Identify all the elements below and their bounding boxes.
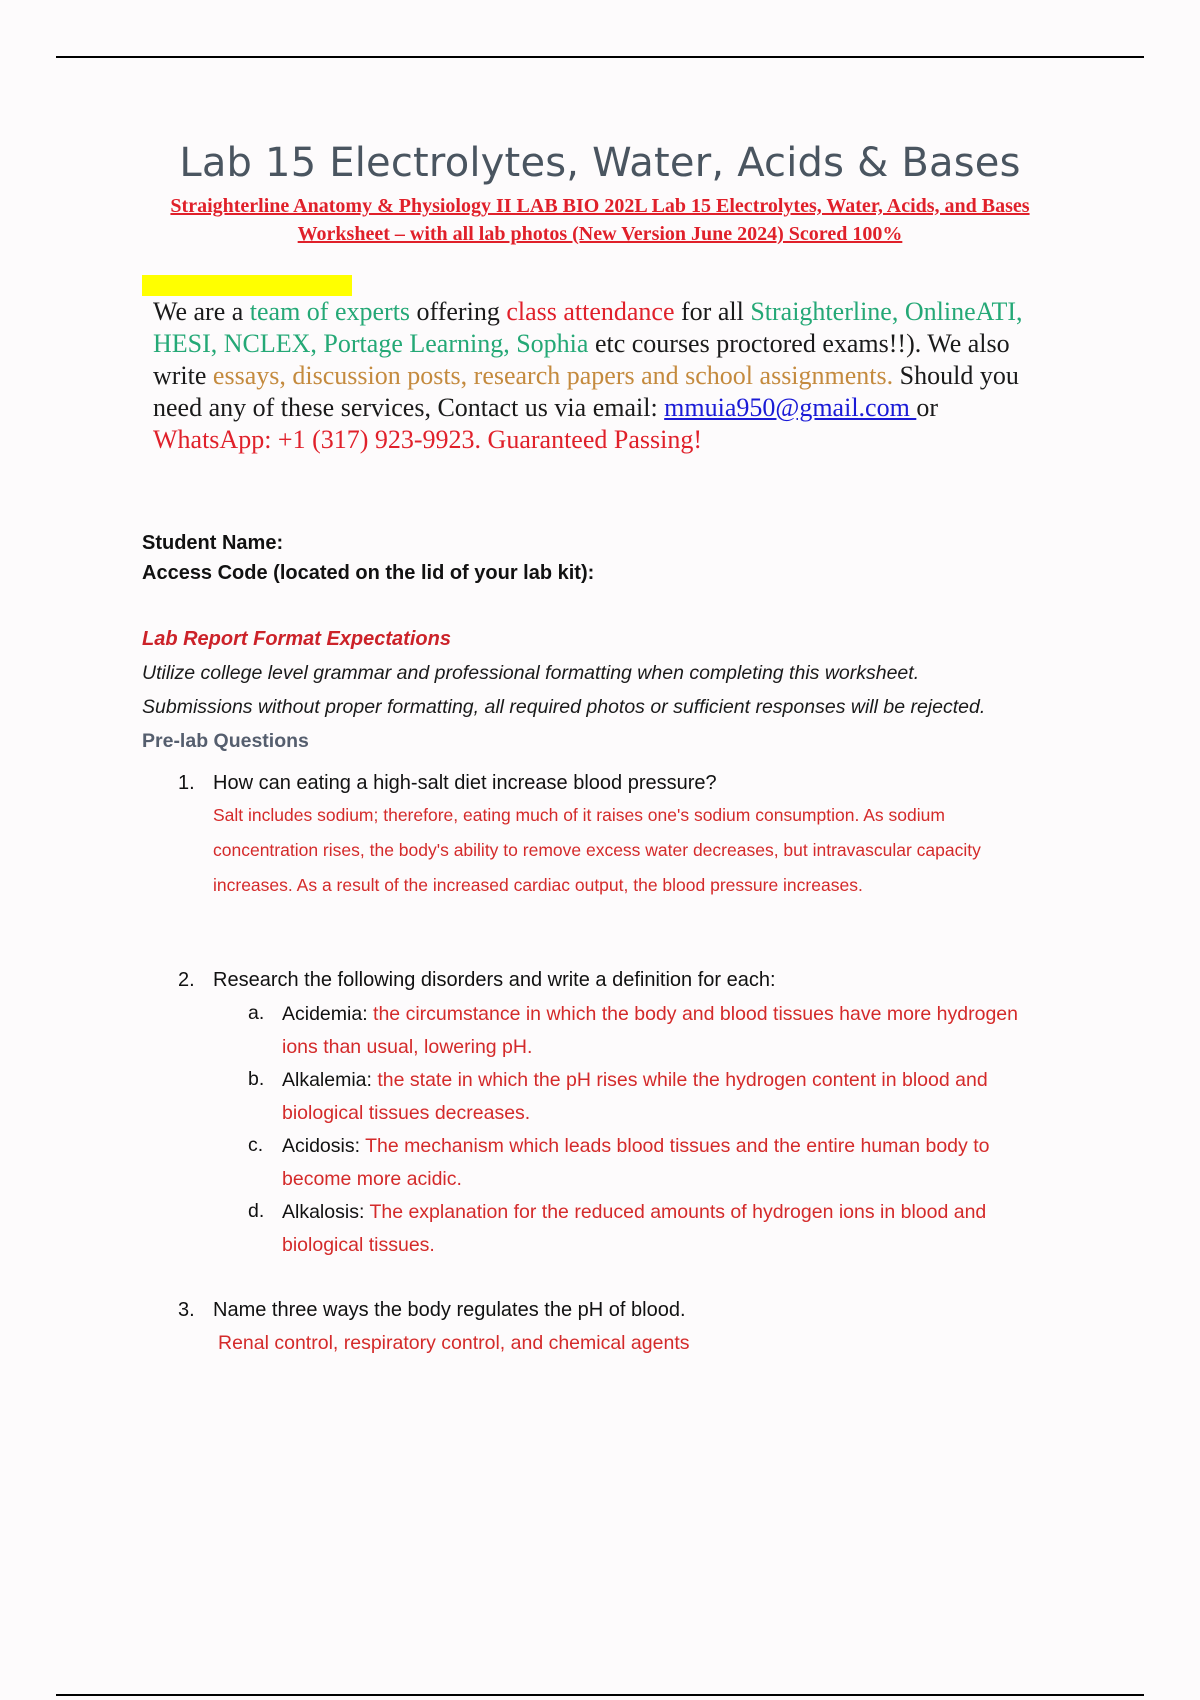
highlight-mark	[142, 275, 352, 296]
lab-report-body: Utilize college level grammar and professional formatting when completing this worksheet. Submissions without proper formatting, all required photos or sufficient responses will be rejected. Pre-lab Questions	[142, 662, 986, 752]
question-number: 3.	[178, 1299, 195, 1321]
student-name-label: Student Name:	[142, 532, 284, 554]
promo-paragraph: We are a team of experts offering class attendance for all Straighterline, OnlineATI, HESI, NCLEX, Portage Learning, Sophia etc courses proctored exams!!). We also write essays, discussion posts, research papers and school assignments. Should you need any of these services, Contact us via email: mmuia950@gmail.com or WhatsApp: +1 (317) 923-9923. Guaranteed Passing!	[153, 297, 1023, 454]
lab-report-heading: Lab Report Format Expectations	[142, 628, 451, 650]
item-letter: c.	[248, 1134, 264, 1156]
question-3: Name three ways the body regulates the pH of blood.	[213, 1299, 686, 1321]
definition-acidemia: Acidemia: the circumstance in which the body and blood tissues have more hydrogen ions than usual, lowering pH.	[282, 1003, 1018, 1058]
top-rule	[56, 56, 1144, 58]
bottom-rule	[56, 1694, 1144, 1696]
prelab-heading: Pre-lab Questions	[142, 730, 309, 752]
question-2: Research the following disorders and write a definition for each:	[213, 969, 776, 991]
question-number: 1.	[178, 772, 195, 794]
document-subtitle: Straighterline Anatomy & Physiology II LAB BIO 202L Lab 15 Electrolytes, Water, Acids, and Bases Worksheet – with all lab photos (New Version June 2024) Scored 100%	[170, 195, 1030, 245]
item-letter: a.	[248, 1002, 265, 1024]
question-number: 2.	[178, 969, 195, 991]
definition-acidosis: Acidosis: The mechanism which leads blood tissues and the entire human body to become more acidic.	[282, 1135, 990, 1190]
answer-1: Salt includes sodium; therefore, eating much of it raises one's sodium consumption. As sodium concentration rises, the body's ability to remove excess water decreases, but intravascular capacity increases. As a result of the increased cardiac output, the blood pressure increases.	[213, 805, 981, 895]
item-letter: b.	[248, 1068, 265, 1090]
document-title: Lab 15 Electrolytes, Water, Acids & Bases	[179, 140, 1021, 186]
access-code-label: Access Code (located on the lid of your lab kit):	[142, 562, 595, 584]
email-link[interactable]: mmuia950@gmail.com	[664, 393, 917, 422]
definition-alkalosis: Alkalosis: The explanation for the reduced amounts of hydrogen ions in blood and biological tissues.	[282, 1201, 987, 1256]
question-1: How can eating a high-salt diet increase blood pressure?	[213, 772, 717, 794]
item-letter: d.	[248, 1200, 265, 1222]
definition-alkalemia: Alkalemia: the state in which the pH rises while the hydrogen content in blood and biological tissues decreases.	[282, 1069, 988, 1124]
answer-3: Renal control, respiratory control, and chemical agents	[218, 1332, 690, 1354]
